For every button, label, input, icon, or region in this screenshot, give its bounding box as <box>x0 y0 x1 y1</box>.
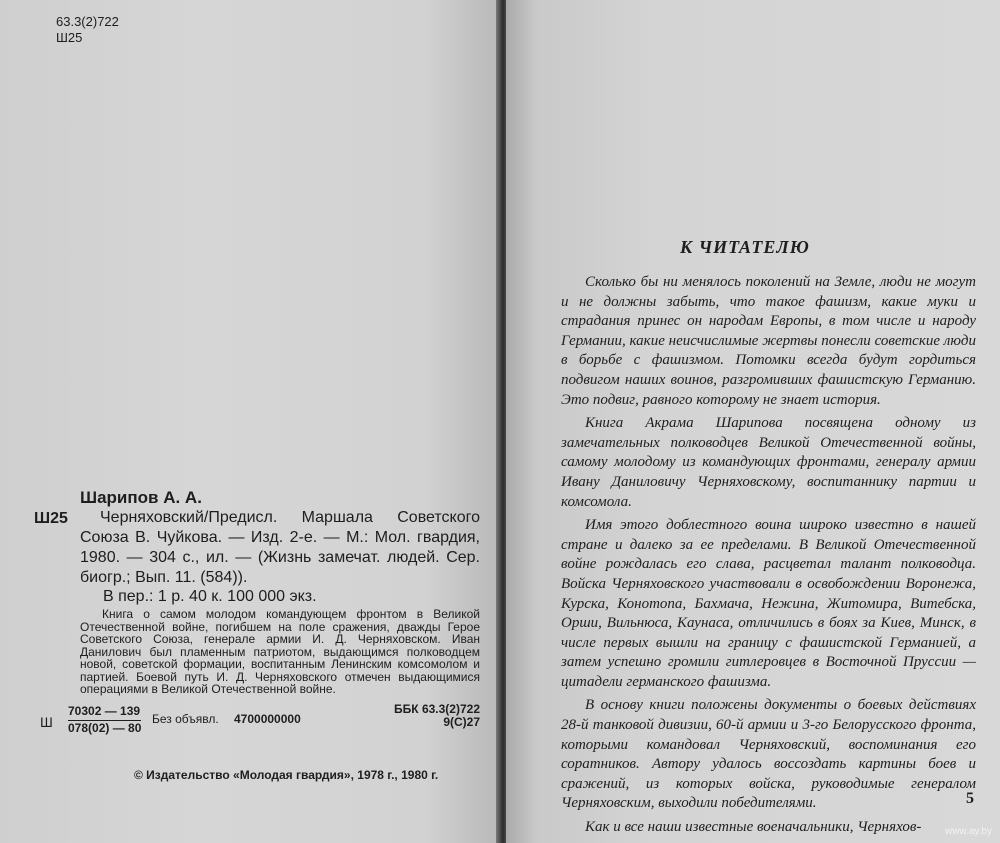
price-line: В пер.: 1 р. 40 к. 100 000 экз. <box>103 588 317 605</box>
copyright-line: © Издательство «Молодая гвардия», 1978 г., 1980 г. <box>134 768 439 782</box>
annotation: Книга о самом молодом командующем фронтом в Великой Отечественной войне, погибшем на поле сражения, дважды Герое Советского Союза, генерале армии И. Д. Черняховском. Иван Данилович был пламенным патриотом, выдающимся полководцем новой, советской формации, воспитанным Ленинским комсомолом и партией. Боевой путь И. Д. Черняховского отмечен выдающимися операциями в Великой Отечественной войне. <box>80 607 480 696</box>
imprint-denominator: 078(02) — 80 <box>68 721 142 735</box>
imprint-letter: Ш <box>40 714 53 730</box>
imprint-block <box>40 700 480 740</box>
paragraph: Имя этого доблестного воина широко известно в нашей стране и далеко за ее пределами. В Великой Отечественной войне рождалась его слава, расцветал талант полководца. Войска Черняховского участвовали в освобождении Воронежа, Курска, Конотопа, Бахмача, Нежина, Житомира, Витебска, Орши, Вильнюса, Каунаса, отличились в боях за Киев, Минск, в числе первых вышли на границу с фашистской Германией, а затем успешно громили гитлеровцев в Восточной Пруссии — цитадели германского фашизма. <box>561 517 976 690</box>
imprint-fraction <box>68 704 141 736</box>
paragraph: Книга Акрама Шарипова посвящена одному из замечательных полководцев Великой Отечественной войны, самому молодому из командующих фронтами, генералу армии Ивану Даниловичу Черняховскому, воспитаннику партии и комсомола. <box>561 415 976 510</box>
right-page <box>506 0 1000 843</box>
page-number: 5 <box>966 790 974 807</box>
bbk-block <box>394 703 480 729</box>
paragraph: Сколько бы ни менялось поколений на Земле, люди не могут и не должны забыть, что такое фашизм, какие муки и страдания принес он народам Европы, в том числе и народу Германии, какие неисчислимые жертвы понесли советские люди в борьбе с фашизмом. Потомки всегда будут гордиться подвигом наших воинов, разгромивших фашистскую Германию. Это подвиг, равного которому не знает история. <box>561 274 976 408</box>
bbk-code: ББК 63.3(2)722 <box>394 702 480 716</box>
paragraph: В основу книги положены документы о боевых действиях 28-й танковой дивизии, 60-й армии и 3-го Белорусского фронта, которыми командовал Черняховский, воспоминания его соратников. Автору удалось воссоздать картины боев и сражений, из которых войска, руководимые генералом Черняховским, выходили победителями. <box>561 697 976 812</box>
cutter-code: Ш25 <box>34 510 68 527</box>
paragraph: Как и все наши известные военачальники, Черняхов- <box>585 819 922 836</box>
bibliographic-description: Черняховский/Предисл. Маршала Советского Союза В. Чуйкова. — Изд. 2-е. — М.: Мол. гвардия, 1980. — 304 с., ил. — (Жизнь замечат. людей. Сер. биогр.; Вып. 11. (584)). <box>80 509 480 586</box>
classification-line: Ш25 <box>56 30 83 45</box>
body-text <box>561 273 976 842</box>
chapter-title: К ЧИТАТЕЛЮ <box>680 237 810 257</box>
watermark: www.ay.by <box>944 826 992 837</box>
author-name: Шарипов А. А. <box>80 488 202 507</box>
imprint-numerator: 70302 — 139 <box>68 704 141 721</box>
classification-line: 63.3(2)722 <box>56 14 119 29</box>
imprint-number: 4700000000 <box>234 712 301 726</box>
no-ad-label: Без объявл. <box>152 712 219 726</box>
udc-code: 9(С)27 <box>443 715 480 729</box>
classification-code <box>56 14 119 46</box>
